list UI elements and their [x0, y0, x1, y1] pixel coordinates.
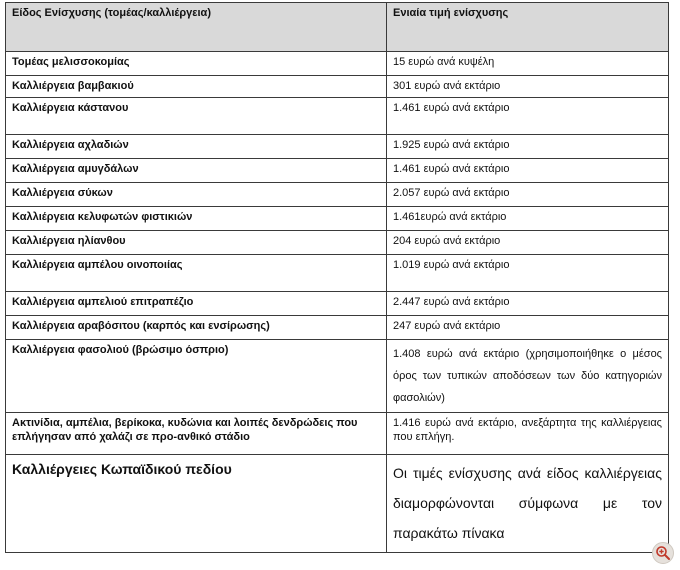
- row-type: Καλλιέργεια αμυγδάλων: [6, 159, 387, 183]
- row-type: Καλλιέργεια φασολιού (βρώσιμο όσπριο): [6, 340, 387, 413]
- row-type: Καλλιέργεια αραβόσιτου (καρπός και ενσίρωσης): [6, 316, 387, 340]
- aid-table: [5, 2, 669, 553]
- table-row: [6, 255, 669, 292]
- table-row: [6, 413, 669, 455]
- table-row: [6, 455, 669, 553]
- table-row: [6, 135, 669, 159]
- table-row: [6, 292, 669, 316]
- table-row: [6, 76, 669, 98]
- row-price: 204 ευρώ ανά εκτάριο: [387, 231, 669, 255]
- row-type: Καλλιέργεια βαμβακιού: [6, 76, 387, 98]
- row-price: 2.057 ευρώ ανά εκτάριο: [387, 183, 669, 207]
- table-row: [6, 207, 669, 231]
- row-type: Καλλιέργεια αχλαδιών: [6, 135, 387, 159]
- row-price: 1.416 ευρώ ανά εκτάριο, ανεξάρτητα της καλλιέργειας που επλήγη.: [387, 413, 669, 455]
- row-price: Οι τιμές ενίσχυσης ανά είδος καλλιέργειας διαμορφώνονται σύμφωνα με τον παρακάτω πίνακα: [387, 455, 669, 553]
- row-price: 247 ευρώ ανά εκτάριο: [387, 316, 669, 340]
- row-type: Καλλιέργεια κάστανου: [6, 98, 387, 135]
- row-price: 1.019 ευρώ ανά εκτάριο: [387, 255, 669, 292]
- table-header-row: [6, 3, 669, 52]
- row-type: Καλλιέργεια αμπελιού επιτραπέζιο: [6, 292, 387, 316]
- table-row: [6, 231, 669, 255]
- row-price: 301 ευρώ ανά εκτάριο: [387, 76, 669, 98]
- table-row: [6, 316, 669, 340]
- row-price: 1.925 ευρώ ανά εκτάριο: [387, 135, 669, 159]
- header-price: Ενιαία τιμή ενίσχυσης: [387, 3, 669, 52]
- table-row: [6, 183, 669, 207]
- row-type: Ακτινίδια, αμπέλια, βερίκοκα, κυδώνια και λοιπές δενδρώδεις που επλήγησαν από χαλάζι σε προ-ανθικό στάδιο: [6, 413, 387, 455]
- table-row: [6, 340, 669, 413]
- row-price: 1.461ευρώ ανά εκτάριο: [387, 207, 669, 231]
- row-price: 1.461 ευρώ ανά εκτάριο: [387, 159, 669, 183]
- row-price: 1.461 ευρώ ανά εκτάριο: [387, 98, 669, 135]
- table-row: [6, 159, 669, 183]
- row-price: 2.447 ευρώ ανά εκτάριο: [387, 292, 669, 316]
- row-type: Τομέας μελισσοκομίας: [6, 52, 387, 76]
- row-type: Καλλιέργεια σύκων: [6, 183, 387, 207]
- row-type: Καλλιέργεια αμπέλου οινοποιίας: [6, 255, 387, 292]
- row-type: Καλλιέργειες Κωπαϊδικού πεδίου: [6, 455, 387, 553]
- row-price: 1.408 ευρώ ανά εκτάριο (χρησιμοποιήθηκε ο μέσος όρος των τυπικών αποδόσεων των δύο κατηγοριών φασολιών): [387, 340, 669, 413]
- row-type: Καλλιέργεια ηλίανθου: [6, 231, 387, 255]
- table-row: [6, 98, 669, 135]
- row-type: Καλλιέργεια κελυφωτών φιστικιών: [6, 207, 387, 231]
- zoom-in-icon[interactable]: [652, 542, 674, 564]
- row-price: 15 ευρώ ανά κυψέλη: [387, 52, 669, 76]
- table-row: [6, 52, 669, 76]
- header-type: Είδος Ενίσχυσης (τομέας/καλλιέργεια): [6, 3, 387, 52]
